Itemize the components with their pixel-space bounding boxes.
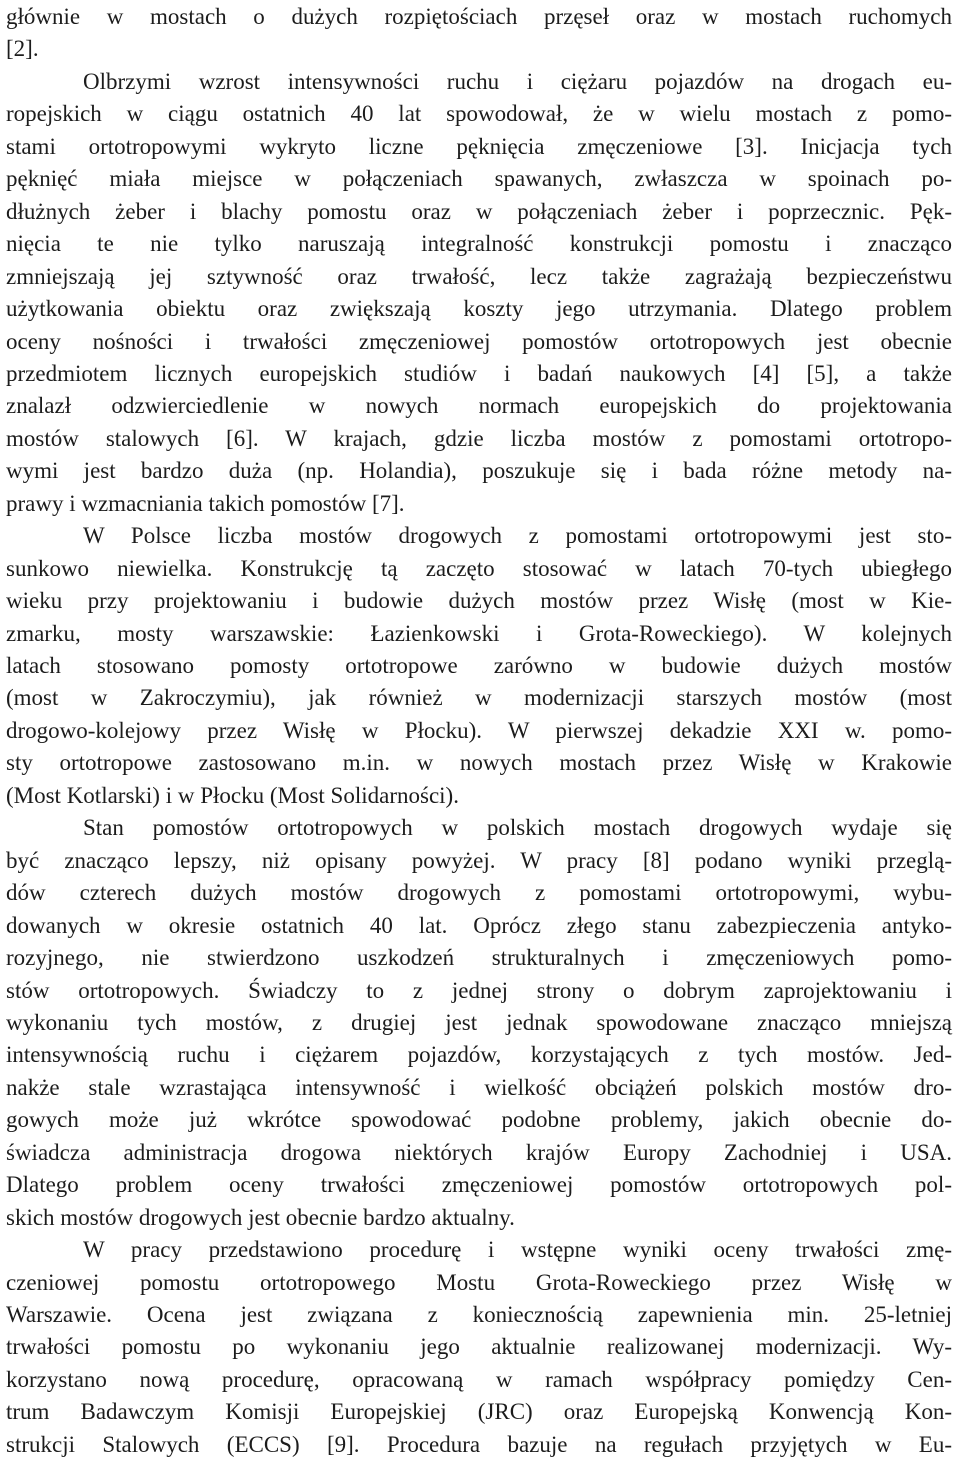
text-line: (Most Kotlarski) i w Płocku (Most Solidarności). — [6, 782, 459, 808]
text-line: mostów stalowych [6]. W krajach, gdzie liczba mostów z pomostami ortotropo- — [6, 425, 952, 451]
text-line: intensywnością ruchu i ciężarem pojazdów, korzystających z tych mostów. Jed- — [6, 1042, 952, 1068]
text-line: oceny nośności i trwałości zmęczeniowej pomostów ortotropowych jest obecnie — [6, 328, 952, 354]
text-line: korzystano nową procedurę, opracowaną w ramach współpracy pomiędzy Cen- — [6, 1366, 952, 1392]
text-line: sty ortotropowe zastosowano m.in. w nowych mostach przez Wisłę w Krakowie — [6, 750, 952, 776]
text-line: trwałości pomostu po wykonaniu jego aktualnie realizowanej modernizacji. Wy- — [6, 1334, 952, 1360]
text-line: trum Badawczym Komisji Europejskiej (JRC) oraz Europejską Konwencją Kon- — [6, 1399, 952, 1425]
text-line: wymi jest bardzo duża (np. Holandia), poszukuje się i bada różne metody na- — [6, 458, 952, 484]
text-line: [2]. — [6, 36, 39, 62]
text-line: zmniejszają jej sztywność oraz trwałość, lecz także zagrażają bezpieczeństwu — [6, 263, 952, 289]
text-line: nakże stale wzrastająca intensywność i wielkość obciążeń polskich mostów dro- — [6, 1074, 952, 1100]
text-line: zmarku, mosty warszawskie: Łazienkowski i Grota-Roweckiego). W kolejnych — [6, 620, 952, 646]
text-line: dów czterech dużych mostów drogowych z pomostami ortotropowymi, wybu- — [6, 880, 952, 906]
text-line: czeniowej pomostu ortotropowego Mostu Grota-Roweckiego przez Wisłę w — [6, 1269, 952, 1295]
text-line: przedmiotem licznych europejskich studiów i badań naukowych [4] [5], a także — [6, 360, 952, 386]
text-line: ropejskich w ciągu ostatnich 40 lat spowodował, że w wielu mostach z pomo- — [6, 101, 952, 127]
text-line: świadcza administracja drogowa niektórych krajów Europy Zachodniej i USA. — [6, 1139, 952, 1165]
text-line: znalazł odzwierciedlenie w nowych normach europejskich do projektowania — [6, 393, 952, 419]
text-line: być znacząco lepszy, niż opisany powyżej. W pracy [8] podano wyniki przeglą- — [6, 847, 952, 873]
text-line: strukcji Stalowych (ECCS) [9]. Procedura bazuje na regułach przyjętych w Eu- — [6, 1431, 952, 1457]
text-line: Stan pomostów ortotropowych w polskich mostach drogowych wydaje się — [83, 815, 952, 841]
text-line: latach stosowano pomosty ortotropowe zarówno w budowie dużych mostów — [6, 653, 952, 678]
text-line: skich mostów drogowych jest obecnie bardzo aktualny. — [6, 1204, 515, 1230]
text-line: rozyjnego, nie stwierdzono uszkodzeń strukturalnych i zmęczeniowych pomo- — [6, 945, 952, 971]
text-line: stami ortotropowymi wykryto liczne pęknięcia zmęczeniowe [3]. Inicjacja tych — [6, 133, 952, 159]
text-line: dowanych w okresie ostatnich 40 lat. Oprócz złego stanu zabezpieczenia antyko- — [6, 912, 952, 938]
text-line: głównie w mostach o dużych rozpiętościach przęseł oraz w mostach ruchomych — [6, 4, 952, 29]
text-line: pęknięć miała miejsce w połączeniach spawanych, zwłaszcza w spoinach po- — [6, 166, 952, 192]
text-line: sunkowo niewielka. Konstrukcję tą zaczęto stosować w latach 70-tych ubiegłego — [6, 555, 952, 581]
text-line: drogowo-kolejowy przez Wisłę w Płocku). W pierwszej dekadzie XXI w. pomo- — [6, 717, 952, 743]
text-line: użytkowania obiektu oraz zwiększają koszty jego utrzymania. Dlatego problem — [6, 296, 952, 322]
text-line: nięcia te nie tylko naruszają integralność konstrukcji pomostu i znacząco — [6, 231, 952, 257]
text-line: W Polsce liczba mostów drogowych z pomostami ortotropowymi jest sto- — [83, 523, 952, 549]
text-line: Dlatego problem oceny trwałości zmęczeniowej pomostów ortotropowych pol- — [6, 1172, 952, 1198]
text-line: gowych może już wkrótce spowodować podobne problemy, jakich obecnie do- — [6, 1107, 952, 1133]
text-line: dłużnych żeber i blachy pomostu oraz w połączeniach żeber i poprzecznic. Pęk- — [6, 198, 952, 224]
text-line: prawy i wzmacniania takich pomostów [7]. — [6, 490, 405, 516]
text-line: wieku przy projektowaniu i budowie dużych mostów przez Wisłę (most w Kie- — [6, 588, 952, 614]
text-line: Olbrzymi wzrost intensywności ruchu i ciężaru pojazdów na drogach eu- — [83, 68, 952, 94]
text-line: wykonaniu tych mostów, z drugiej jest jednak spowodowane znacząco mniejszą — [6, 1009, 952, 1035]
text-line: Warszawie. Ocena jest związana z koniecznością zapewnienia min. 25-letniej — [6, 1302, 952, 1327]
text-line: (most w Zakroczymiu), jak również w modernizacji starszych mostów (most — [6, 685, 952, 711]
text-line: W pracy przedstawiono procedurę i wstępne wyniki oceny trwałości zmę- — [83, 1237, 952, 1263]
text-line: stów ortotropowych. Świadczy to z jednej strony o dobrym zaprojektowaniu i — [6, 977, 952, 1003]
